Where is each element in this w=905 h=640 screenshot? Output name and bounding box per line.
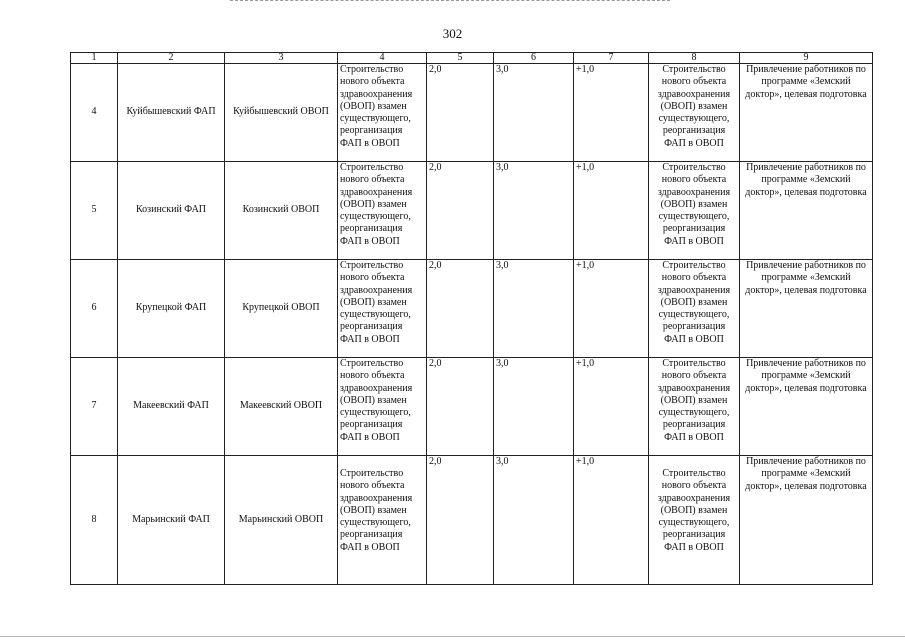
staffing-measures: Привлечение работников по программе «Земский доктор», целевая подготовка	[740, 162, 873, 260]
facility-table	[70, 52, 873, 585]
column-header: 4	[338, 53, 427, 64]
planned-action: Строительство нового объекта здравоохранения (ОВОП) взамен существующего, реорганизация ФАП в ОВОП	[338, 358, 427, 456]
staffing-measures: Привлечение работников по программе «Земский доктор», целевая подготовка	[740, 358, 873, 456]
fap-name: Макеевский ФАП	[118, 358, 225, 456]
fap-name: Крупецкой ФАП	[118, 260, 225, 358]
column-header: 7	[574, 53, 649, 64]
row-number: 6	[71, 260, 118, 358]
result-description: Строительство нового объекта здравоохранения (ОВОП) взамен существующего, реорганизация ФАП в ОВОП	[649, 64, 740, 162]
value-col-6: 3,0	[494, 260, 574, 358]
column-header: 3	[225, 53, 338, 64]
value-col-5: 2,0	[427, 260, 494, 358]
column-header: 9	[740, 53, 873, 64]
column-header: 8	[649, 53, 740, 64]
new-facility-name: Куйбышевский ОВОП	[225, 64, 338, 162]
staffing-measures: Привлечение работников по программе «Земский доктор», целевая подготовка	[740, 64, 873, 162]
row-number: 7	[71, 358, 118, 456]
staffing-measures: Привлечение работников по программе «Земский доктор», целевая подготовка	[740, 456, 873, 585]
fap-name: Марьинский ФАП	[118, 456, 225, 585]
value-col-5: 2,0	[427, 162, 494, 260]
column-header: 5	[427, 53, 494, 64]
value-col-5: 2,0	[427, 456, 494, 585]
table-row	[71, 162, 873, 260]
result-description: Строительство нового объекта здравоохранения (ОВОП) взамен существующего, реорганизация ФАП в ОВОП	[649, 260, 740, 358]
top-page-edge	[230, 0, 670, 1]
planned-action: Строительство нового объекта здравоохранения (ОВОП) взамен существующего, реорганизация ФАП в ОВОП	[338, 162, 427, 260]
value-col-7: +1,0	[574, 64, 649, 162]
page-number: 302	[442, 26, 463, 41]
value-col-6: 3,0	[494, 358, 574, 456]
fap-name: Козинский ФАП	[118, 162, 225, 260]
value-col-6: 3,0	[494, 64, 574, 162]
row-number: 4	[71, 64, 118, 162]
row-number: 5	[71, 162, 118, 260]
planned-action: Строительство нового объекта здравоохранения (ОВОП) взамен существующего, реорганизация ФАП в ОВОП	[338, 260, 427, 358]
value-col-7: +1,0	[574, 358, 649, 456]
new-facility-name: Макеевский ОВОП	[225, 358, 338, 456]
column-header: 6	[494, 53, 574, 64]
column-number-header-row	[71, 53, 873, 64]
row-number: 8	[71, 456, 118, 585]
new-facility-name: Козинский ОВОП	[225, 162, 338, 260]
value-col-5: 2,0	[427, 358, 494, 456]
value-col-7: +1,0	[574, 456, 649, 585]
table-row	[71, 456, 873, 585]
planned-action: Строительство нового объекта здравоохранения (ОВОП) взамен существующего, реорганизация ФАП в ОВОП	[338, 64, 427, 162]
result-description: Строительство нового объекта здравоохранения (ОВОП) взамен существующего, реорганизация ФАП в ОВОП	[649, 358, 740, 456]
table-row	[71, 358, 873, 456]
column-header: 2	[118, 53, 225, 64]
value-col-7: +1,0	[574, 162, 649, 260]
new-facility-name: Марьинский ОВОП	[225, 456, 338, 585]
value-col-5: 2,0	[427, 64, 494, 162]
bottom-page-edge	[0, 636, 905, 637]
fap-name: Куйбышевский ФАП	[118, 64, 225, 162]
table-row	[71, 64, 873, 162]
staffing-measures: Привлечение работников по программе «Земский доктор», целевая подготовка	[740, 260, 873, 358]
value-col-6: 3,0	[494, 456, 574, 585]
new-facility-name: Крупецкой ОВОП	[225, 260, 338, 358]
value-col-6: 3,0	[494, 162, 574, 260]
result-description: Строительство нового объекта здравоохранения (ОВОП) взамен существующего, реорганизация ФАП в ОВОП	[649, 162, 740, 260]
result-description: Строительство нового объекта здравоохранения (ОВОП) взамен существующего, реорганизация ФАП в ОВОП	[649, 456, 740, 585]
value-col-7: +1,0	[574, 260, 649, 358]
planned-action: Строительство нового объекта здравоохранения (ОВОП) взамен существующего, реорганизация ФАП в ОВОП	[338, 456, 427, 585]
column-header: 1	[71, 53, 118, 64]
table-row	[71, 260, 873, 358]
